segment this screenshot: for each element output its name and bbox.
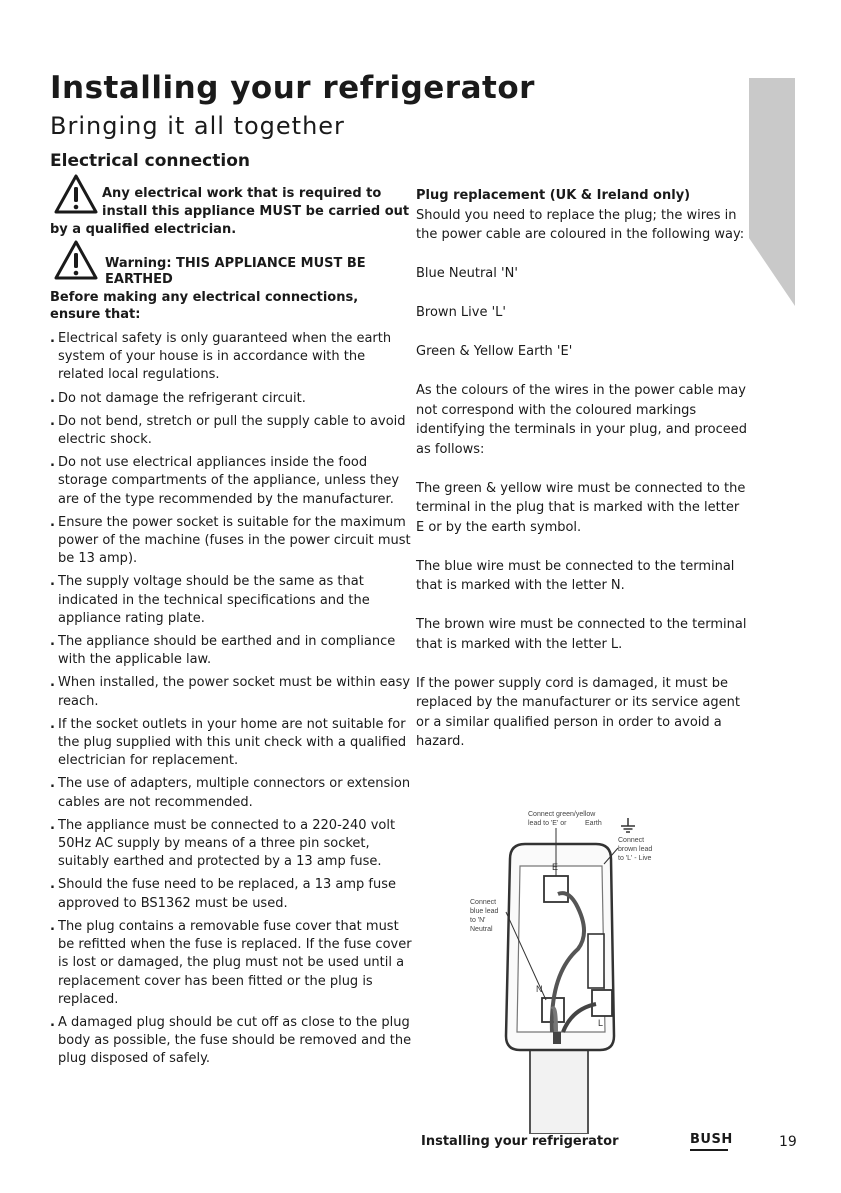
paragraph: As the colours of the wires in the power cable may not correspond with the coloured markings identifying the terminals in your plug, and proceed as follows: — [416, 383, 747, 457]
list-item: . Electrical safety is only guaranteed when the earth system of your house is in accordance with the related local regulations. — [50, 331, 392, 383]
page-number: 19 — [779, 1134, 797, 1150]
warning-text: install this appliance MUST be carried out — [102, 204, 410, 219]
list-item: . Should the fuse need to be replaced, a 13 amp fuse approved to BS1362 must be used. — [50, 877, 396, 911]
plug-replacement-section — [416, 186, 751, 771]
bullet: . — [50, 574, 55, 590]
bullet: . — [50, 1014, 55, 1030]
wire-brown: Brown Live 'L' — [416, 305, 507, 320]
list-item: . Do not bend, stretch or pull the supply cable to avoid electric shock. — [50, 413, 406, 448]
neutral-label: blue lead — [470, 908, 499, 915]
neutral-label: Connect — [470, 899, 497, 906]
safety-list — [50, 330, 415, 1074]
instruction-lead: Before making any electrical connections, — [50, 290, 359, 305]
bullet: . — [50, 331, 55, 346]
terminal-l-label: L — [598, 1018, 604, 1028]
bullet: . — [50, 634, 55, 650]
list-item: . If the socket outlets in your home are not suitable for the plug supplied with this unit check with a qualified electrician for replacement. — [50, 716, 407, 769]
list-item: . The plug contains a removable fuse cover that must be refitted when the fuse is replaced. If the fuse cover is lost or damaged, the plug must not be used until a replacement cover has been fitted or the plug is replaced. — [50, 918, 412, 1007]
paragraph: The blue wire must be connected to the terminal that is marked with the letter N. — [416, 558, 735, 593]
bullet: . — [50, 413, 55, 429]
warning-icon — [54, 240, 98, 280]
warning-text: Warning: THIS APPLIANCE MUST BE — [105, 256, 366, 271]
neutral-label: to 'N' — [470, 917, 486, 924]
list-item: . The appliance must be connected to a 220-240 volt 50Hz AC supply by means of a three pin socket, suitably earthed and protected by a 13 amp fuse. — [50, 817, 396, 870]
list-item: . The supply voltage should be the same as that indicated in the technical specifications and the appliance rating plate. — [50, 574, 370, 626]
chapter-tab-corner — [749, 238, 795, 306]
bullet: . — [50, 817, 55, 833]
plug-intro: Should you need to replace the plug; the wires in the power cable are coloured in the following way: — [416, 207, 745, 242]
earth-label: Connect green/yellow — [528, 811, 596, 818]
terminal-e-label: E — [552, 862, 559, 872]
brand-logo: BUSH — [690, 1132, 733, 1147]
terminal-n-label: N — [536, 984, 543, 994]
bullet: . — [50, 776, 55, 792]
warning-text: Any electrical work that is required to — [102, 186, 382, 201]
earth-label: Earth — [585, 820, 602, 827]
page-title: Installing your refrigerator — [50, 70, 535, 106]
paragraph: The green & yellow wire must be connected to the terminal in the plug that is marked with the letter E or by the earth symbol. — [416, 480, 746, 535]
list-item: . When installed, the power socket must be within easy reach. — [50, 675, 411, 709]
warning-text: EARTHED — [105, 272, 173, 287]
bullet: . — [50, 675, 55, 691]
live-label: brown lead — [618, 846, 653, 853]
warning-text: by a qualified electrician. — [50, 222, 237, 237]
page-subtitle: Bringing it all together — [50, 112, 345, 140]
live-label: Connect — [618, 837, 645, 844]
paragraph: The brown wire must be connected to the terminal that is marked with the letter L. — [416, 617, 747, 652]
live-label: to 'L' - Live — [618, 855, 652, 862]
instruction-lead: ensure that: — [50, 307, 141, 322]
bullet: . — [50, 455, 55, 471]
bullet: . — [50, 716, 55, 732]
neutral-label: Neutral — [470, 926, 493, 933]
wire-green-yellow: Green & Yellow Earth 'E' — [416, 344, 573, 359]
bullet: . — [50, 390, 55, 406]
list-item: . The use of adapters, multiple connectors or extension cables are not recommended. — [50, 776, 411, 810]
brand-underline — [690, 1149, 728, 1151]
list-item: . Ensure the power socket is suitable for the maximum power of the machine (fuses in the power circuit must be 13 amp). — [50, 514, 411, 567]
paragraph: If the power supply cord is damaged, it must be replaced by the manufacturer or its service agent or a similar qualified person in order to avoid a hazard. — [416, 675, 740, 749]
list-item: . Do not damage the refrigerant circuit. — [50, 390, 415, 408]
plug-wiring-diagram — [468, 804, 653, 1134]
wire-blue: Blue Neutral 'N' — [416, 266, 518, 281]
bullet: . — [50, 514, 55, 530]
footer-title: Installing your refrigerator — [421, 1134, 619, 1149]
list-item: . A damaged plug should be cut off as close to the plug body as possible, the fuse should be removed and the plug disposed of safely. — [50, 1014, 412, 1067]
list-item: . The appliance should be earthed and in compliance with the applicable law. — [50, 634, 396, 668]
list-item: . Do not use electrical appliances inside the food storage compartments of the appliance, unless they are of the type recommended by the manufacturer. — [50, 455, 400, 507]
bullet: . — [50, 877, 55, 893]
section-heading: Electrical connection — [50, 151, 250, 171]
bullet: . — [50, 918, 55, 934]
warning-icon — [54, 174, 98, 214]
earth-label: lead to 'E' or — [528, 820, 567, 827]
plug-heading: Plug replacement (UK & Ireland only) — [416, 188, 691, 203]
